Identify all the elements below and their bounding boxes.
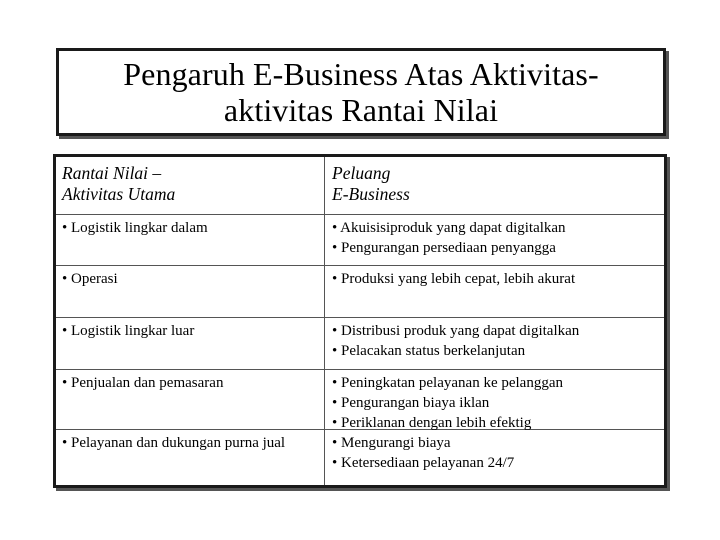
bullet-item: • Pelacakan status berkelanjutan xyxy=(332,343,526,359)
header-text: Aktivitas Utama xyxy=(62,184,176,204)
bullet-item: • Ketersediaan pelayanan 24/7 xyxy=(332,455,515,471)
value-chain-table xyxy=(53,154,667,488)
table-row xyxy=(56,370,664,430)
bullet-item: • Logistik lingkar luar xyxy=(62,323,195,339)
table-header-row xyxy=(56,157,664,215)
header-text: Rantai Nilai – xyxy=(62,163,162,183)
table-row xyxy=(56,266,664,318)
bullet-item: • Pengurangan biaya iklan xyxy=(332,395,490,411)
header-cell-value-chain xyxy=(56,157,325,214)
activity-cell xyxy=(56,370,325,429)
opportunity-cell xyxy=(325,370,664,429)
opportunity-cell xyxy=(325,318,664,369)
bullet-item: • Periklanan dengan lebih efektig xyxy=(332,415,532,431)
bullet-item: • Pelayanan dan dukungan purna jual xyxy=(62,435,286,451)
activity-cell xyxy=(56,266,325,317)
header-text: Peluang xyxy=(332,163,391,183)
opportunity-cell xyxy=(325,430,664,485)
bullet-item: • Pengurangan persediaan penyangga xyxy=(332,240,556,256)
slide-title-line-2: aktivitas Rantai Nilai xyxy=(223,92,499,128)
header-text: E-Business xyxy=(332,184,410,204)
bullet-item: • Logistik lingkar dalam xyxy=(62,220,208,236)
activity-cell xyxy=(56,430,325,485)
bullet-item: • Penjualan dan pemasaran xyxy=(62,375,224,391)
bullet-item: • Mengurangi biaya xyxy=(332,435,451,451)
slide-title-line-1: Pengaruh E-Business Atas Aktivitas- xyxy=(123,56,599,92)
activity-cell xyxy=(56,215,325,265)
table-row xyxy=(56,215,664,266)
opportunity-cell xyxy=(325,266,664,317)
table-row xyxy=(56,430,664,485)
bullet-item: • Peningkatan pelayanan ke pelanggan xyxy=(332,375,563,391)
opportunity-cell xyxy=(325,215,664,265)
bullet-item: • Akuisisiproduk yang dapat digitalkan xyxy=(332,220,566,236)
table-row xyxy=(56,318,664,370)
bullet-item: • Operasi xyxy=(62,271,118,287)
header-cell-opportunity xyxy=(325,157,664,214)
activity-cell xyxy=(56,318,325,369)
bullet-item: • Distribusi produk yang dapat digitalkan xyxy=(332,323,580,339)
slide-title-box xyxy=(56,48,666,136)
bullet-item: • Produksi yang lebih cepat, lebih akurat xyxy=(332,271,576,287)
